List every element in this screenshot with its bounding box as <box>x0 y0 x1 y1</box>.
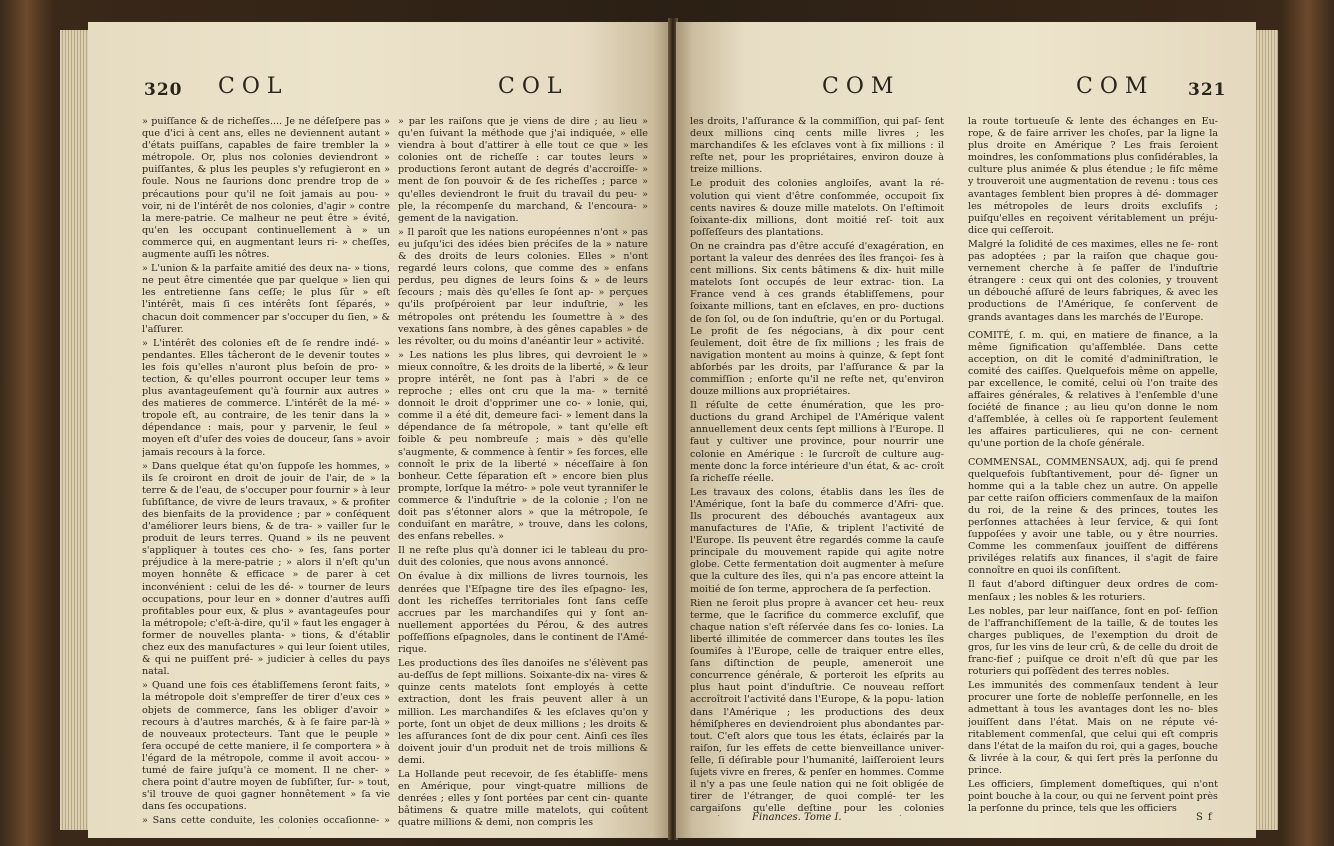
right-page <box>676 22 1256 838</box>
paragraph: » Sans cette conduite, les colonies occaſionne- » <box>142 815 390 827</box>
paragraph: » Les nations les plus libres, qui devroient le » mieux connoître, & les droits de la liberté, » & leur propre intérêt, ne ſont pas à l'abri » de ce reproche ; elles ont cru que la ma- » ternité donnoit le droit d'opprimer une co- » lonie, qui, comme il a été dit, demeure faci- » lement dans la dépendance de ſa métropole, » tant qu'elle eſt foible & peu nombreuſe ; mais » dès qu'elle s'augmente, & commence à ſentir » ſes forces, elle connoît le prix de la liberté » néceſſaire à ſon bonheur. Cette ſéparation eſt » encore bien plus prompte, lorſque la métro- » pole veut tyranniſer le commerce & l'induſtrie » de la colonie ; l'on ne doit pas s'étonner alors » que la métropole, ſe conduiſant en marâtre, » trouve, dans les colons, des enfans rebelles. » <box>398 349 648 543</box>
paragraph: La Hollande peut recevoir, de ſes établiſſe- mens en Amérique, pour vingt-quatre millions de denrées ; elles y ſont portées par cent cin- quante bâtimens & quatre mille matelots, qui coûtent quatre millions & demi, non compris les <box>398 768 648 828</box>
paragraph: Les travaux des colons, établis dans les îles de l'Amérique, ſont la baſe du commerce d'Afri- que. Ils procurent des débouchés avantageux aux manufactures de l'Aſie, & triplent l'activité de l'Europe. Ils peuvent être regardés comme la cauſe principale du mouvement rapide qui agite notre globe. Cette fermentation doit augmenter à meſure que la culture des îles, qui n'a pas encore atteint la moitié de ſon terme, approchera de ſa perfection. <box>690 486 944 595</box>
paragraph: » puiſſance & de richeſſes.... Je ne déſeſpere pas » que d'ici à cent ans, elles ne deviennent autant » d'états puiſſans, capables de faire trembler la » métropole. Or, plus nos colonies deviendront » puiſſantes, & plus les peuples s'y refugieront en » foule. Nous ne ſaurions donc prendre trop de » précautions pour qu'il ne ſoit jamais au pou- » voir, ni de l'intérêt de nos colonies, d'agir » contre la mere-patrie. Ce malheur ne peut être » évité, qu'en les occupant continuellement à » un commerce qui, en augmentant leurs ri- » cheſſes, augmente auſſi les nôtres. <box>142 116 390 261</box>
right-page-header <box>676 70 1256 110</box>
left-column-2 <box>398 116 648 828</box>
page-edges-right <box>1254 30 1278 830</box>
paragraph: » L'union & la parfaite amitié des deux na- » tions, ne peut être cimentée que par quelque » lien qui les entretienne ſans ceſſe; le plus ſûr » eſt l'intérêt, mais ſi ces intérêts ſont ſéparés, » chacun doit commencer par s'occuper du ſien, » & l'aſſurer. <box>142 263 390 335</box>
paragraph: Le produit des colonies angloiſes, avant la ré- volution qui vient d'être conſommée, occupoit ſix cents navires & douze mille matelots. On l'eſtimoit ſoixante-dix millions, dont moitié reſ- toit aux poſſeſſeurs des plantations. <box>690 178 944 238</box>
left-running-head-1: COL <box>218 74 289 99</box>
left-page-header <box>88 70 670 110</box>
paragraph: Il ne reſte plus qu'à donner ici le tableau du pro- duit des colonies, que nous avons annoncé. <box>398 545 648 569</box>
paragraph: Il réſulte de cette énumération, que les pro- ductions du grand Archipel de l'Amérique valent annuellement deux cents ſept millions à l'Europe. Il faut y cultiver une province, pour nourrir une colonie en Amérique : le ſurcroît de culture aug- mente donc la force intérieure d'un état, & ac- croît ſa richeſſe réelle. <box>690 400 944 484</box>
right-page-number: 321 <box>1188 80 1227 100</box>
left-running-head-2: COL <box>498 74 569 99</box>
right-running-head-2: COM <box>1076 74 1155 99</box>
signature-mark: S f <box>1196 812 1213 823</box>
right-column-1 <box>690 116 944 816</box>
left-page <box>88 22 670 838</box>
dictionary-entry-commensal: COMMENSAL, COMMENSAUX, adj. qui ſe prend quelquefois ſubſtantivement, pour dé- ſigner un homme qui a la table chez un autre. On appelle par cette raiſon officiers commenſaux de la maiſon du roi, de la reine & des princes, toutes les perſonnes attachées à leur ſervice, & qui ſont ſuppoſées y avoir une table, ou y être nourries. Comme les commenſaux jouiſſent de différens priviléges relatifs aux finances, il s'agit de faire connoître en quoi ils conſiſtent. <box>968 456 1218 577</box>
left-page-number: 320 <box>144 80 183 100</box>
volume-footer: Finances. Tome I. <box>752 812 842 823</box>
paragraph: » Il paroît que les nations européennes n'ont » pas eu juſqu'ici des idées bien préciſes de la » nature & des droits de leurs colonies. Elles » n'ont regardé leurs colons, que comme des » enfans perdus, peu dignes de leurs ſoins & » de leurs ſecours ; mais dès qu'elles ſe ſont ap- » perçues qu'ils proſpéroient par leur induſtrie, » les métropoles ont prétendu les ſoumettre à » des vexations ſans nombre, à des gênes capables » de les révolter, ou du moins d'anéantir leur » activité. <box>398 226 648 347</box>
right-column-2 <box>968 116 1218 816</box>
right-running-head-1: COM <box>822 74 901 99</box>
paragraph: Malgré la ſolidité de ces maximes, elles ne ſe- ront pas adoptées ; par la raiſon que chaque gou- vernement cherche à ſe paſſer de l'induſtrie étrangere : ceux qui ont des colonies, y trouvent un débouché aſſuré de leurs fabriques, & avec les productions de l'Amérique, ſe conſervent de grands avantages dans les marchés de l'Europe. <box>968 238 1218 323</box>
paragraph: Il faut d'abord diſtinguer deux ordres de com- menſaux ; les nobles & les roturiers. <box>968 579 1218 603</box>
dictionary-entry-comite: COMITÉ, ſ. m. qui, en matiere de finance, a la même ſignification qu'aſſemblée. Dans cette acception, on dit le comité d'adminiſtration, le comité des caiſſes. Quelquefois même on appelle, par excellence, le comité, celui où l'on traite des affaires générales, & relatives à l'enſemble d'une ſociété de finance ; au lieu qu'on donne le nom d'aſſemblée, à celles où ſe rapportent ſeulement les affaires particulieres, qui ne con- cernent qu'une portion de la choſe générale. <box>968 329 1218 450</box>
paragraph: » par les raiſons que je viens de dire ; au lieu » qu'en ſuivant la méthode que j'ai indiquée, » elle viendra à bout d'attirer à elle tout ce que » les colonies ont de richeſſe : car toutes leurs » productions ſeront autant de degrés d'accroiſſe- » ment de ſon pouvoir & de ſes richeſſes ; parce » qu'elles deviendront le fruit du travail du peu- » ple, la récompenſe du marchand, & l'encoura- » gement de la navigation. <box>398 116 648 224</box>
paragraph: » Dans quelque état qu'on ſuppoſe les hommes, » ils ſe croiront en droit de jouir de l'air, de » la terre & de l'eau, de s'occuper pour fournir » à leur ſubſiſtance, de vivre de leurs travaux, » & profiter des bienfaits de la providence ; par » conſéquent d'améliorer leurs biens, & de tra- » vailler ſur le produit de leurs terres. Quand » ils ne peuvent s'appliquer à toutes ces cho- » ſes, ſans porter préjudice à la mere-patrie ; » alors il n'eſt qu'un moyen honnête & efficace » de parer à cet inconvénient : celui de les dé- » tourner de leurs occupations, pour leur en » donner d'autres auſſi profitables pour eux, & plus » avantageuſes pour la métropole; c'eſt-à-dire, qu'il » faut les engager à former de nouvelles planta- » tions, & d'établir chez eux des manufactures » qui leur ſoient utiles, & qui ne puiſſent pré- » judicier à celles du pays natal. <box>142 460 390 678</box>
paragraph: » Quand une fois ces établiſſemens ſeront faits, » la métropole doit s'empreſſer de tirer d'eux ces » objets de commerce, ſans les obliger d'avoir » recours à d'autres marchés, & à ſe faire par-là » de nouveaux protecteurs. Tant que le peuple » ſera occupé de cette maniere, il ſe comportera » à l'égard de la métropole, comme il avoit accou- » tumé de faire juſqu'à ce moment. Il ne cher- » chera point d'autre moyen de ſubſiſter, ſur- » tout, s'il trouve de quoi gagner honnêtement » ſa vie dans ſes occupations. <box>142 680 390 813</box>
paragraph: Les officiers, ſimplement domeſtiques, qui n'ont point bouche à la cour, ou qui ne ſervent point près la perſonne du prince, tels que les officiers <box>968 778 1218 815</box>
paragraph: les droits, l'aſſurance & la commiſſion, qui paſ- ſent deux millions cinq cents mille livres ; les marchandiſes & les eſclaves vont à ſix millions : il reſte net, pour les propriétaires, environ douze à treize millions. <box>690 116 944 176</box>
paragraph: On ne craindra pas d'être accuſé d'exagération, en portant la valeur des denrées des îles françoi- ſes à cent millions. Six cents bâtimens & dix- huit mille matelots ſont occupés de leur extrac- tion. La France vend à ces grands établiſſemens, pour ſoixante millions, tant en eſclaves, en pro- ductions de ſon ſol, ou de ſon induſtrie, qu'en or du Portugal. Le profit de ſes négocians, à dix pour cent ſeulement, doit être de ſix millions ; les frais de navigation montent au moins à quinze, & ſept ſont abſorbés par les droits, par l'aſſurance & par la commiſſion ; enſorte qu'il ne reſte net, qu'environ douze millions aux propriétaires. <box>690 240 944 398</box>
paragraph: Les nobles, par leur naiſſance, ſont en poſ- ſeſſion de l'affranchiſſement de la taille, & de toutes les charges publiques, de l'exemption du droit de gros, ſur les vins de leur crû, & de celle du droit de franc-fief ; puiſque ce droit n'eſt dû que par les roturiers qui poſſèdent des terres nobles. <box>968 605 1218 678</box>
paragraph: la route tortueuſe & lente des échanges en Eu- rope, & de faire arriver les choſes, par la ligne la plus droite en Amérique ? Les frais ſeroient moindres, les conſommations plus conſidérables, la culture plus animée & plus étendue ; le fiſc même y trouveroit une augmentation de revenu : tous ces avantages ſemblent bien propres à dé- dommager les métropoles de leurs droits excluſifs ; puiſqu'elles en reçoivent véritablement un préju- dice qui ceſſeroit. <box>968 116 1218 236</box>
paragraph: Les immunités des commenſaux tendent à leur procurer une ſorte de nobleſſe perſonnelle, en les admettant à tous les avantages dont les no- bles jouiſſent dans l'état. Mais on ne répute vé- ritablement commenſal, que celui qui eſt compris dans l'état de la maiſon du roi, qui a gages, bouche & livrée à la cour, & qui ſert près la perſonne du prince. <box>968 680 1218 776</box>
paragraph: » L'intérêt des colonies eſt de ſe rendre indé- » pendantes. Elles tâcheront de le devenir toutes » les fois qu'elles n'auront plus beſoin de pro- » tection, & qu'elles pourront occuper leur tems » plus avantageuſement qu'à fournir aux autres » des matieres de commerce. L'intérêt de la mé- » tropole eſt, au contraire, de les tenir dans la » dépendance : mais, pour y parvenir, le ſeul » moyen eſt d'uſer des voies de douceur, ſans » avoir jamais recours à la force. <box>142 337 390 458</box>
paragraph: Rien ne ſeroit plus propre à avancer cet heu- reux terme, que le ſacrifice du commerce excluſif, que chaque nation s'eſt réſervée dans ſes co- lonies. La liberté illimitée de commercer dans toutes les îles ſoumiſes à l'Europe, celle de traiquer entre elles, ſans diſtinction de peuple, ameneroit une concurrence générale, & porteroit les eſprits au plus haut point d'induſtrie. Ce nouveau reſſort accroîtroit l'activité dans l'Europe, & la popu- lation dans l'Amérique ; les productions des deux hémiſpheres en deviendroient plus abondantes par- tout. C'eſt alors que tous les états, éclairés par la raiſon, ſur les effets de cette bienveillance univer- ſelle, ſi déſirable pour l'humanité, laiſſeroient leurs ſujets vivre en freres, & penſer en hommes. Comme il n'y a pas une ſeule nation qui ne ſoit obligée de tirer de l'étranger, de quoi complé- ter les cargaiſons qu'elle deſtine pour les colonies <box>690 597 944 815</box>
paragraph: Les productions des îles danoiſes ne s'élèvent pas au-deſſus de ſept millions. Soixante-dix na- vires & quinze cents matelots ſont employés à cette extraction, dont les frais peuvent aller à un million. Les marchandiſes & les eſclaves qu'on y porte, ſont un objet de deux millions ; les droits & les aſſurances ſont de dix pour cent. Ainſi ces îles doivent jouir d'un produit net de trois millions & demi. <box>398 658 648 766</box>
page-edges-left <box>60 30 90 830</box>
left-column-1 <box>142 116 390 828</box>
paragraph: On évalue à dix millions de livres tournois, les denrées que l'Eſpagne tire des îles eſpagno- les, dont les richeſſes territoriales ſont ſans ceſſe accrues par les marchandiſes qui y ſont an- nuellement apportées du Pérou, & des autres poſſeſſions eſpagnoles, dans le continent de l'Amé- rique. <box>398 571 648 656</box>
